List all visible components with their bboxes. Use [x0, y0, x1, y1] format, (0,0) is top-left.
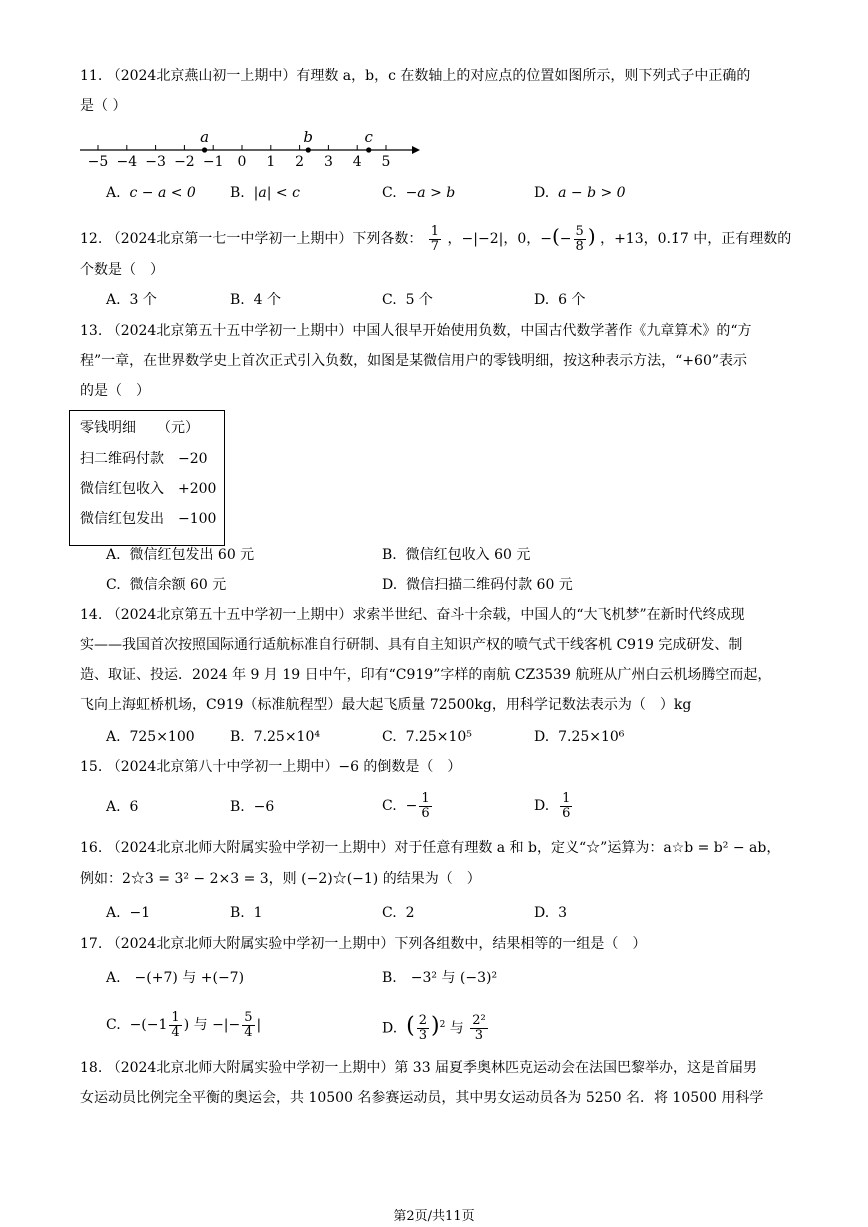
- q16-option-d[interactable]: D. 3: [534, 905, 568, 921]
- q17-option-a[interactable]: A. −(+7) 与 +(−7): [106, 970, 245, 986]
- fraction-five-eighths: $\frac{5}{8}$: [575, 223, 584, 254]
- q16-stem-line1: 16. （2024北京北师大附属实验中学初一上期中）对于任意有理数 a 和 b，定义“☆”运算为：a☆b = b² − ab，: [80, 840, 781, 856]
- point-a: [202, 147, 207, 152]
- q11-option-c[interactable]: C. −a > b: [382, 185, 456, 201]
- q15-option-d[interactable]: D. $\frac{1}{6}$: [534, 790, 571, 821]
- number-line-tick-label: 0: [237, 154, 247, 170]
- q15-option-a[interactable]: A. 6: [106, 799, 139, 815]
- q13-stem-line3: 的是（ ）: [80, 383, 150, 399]
- q14-option-a[interactable]: A. 725×100: [106, 729, 195, 745]
- q17-option-c[interactable]: C. −(−1 $\frac{1}{4}$ ) 与 −|− $\frac{5}{4}$ |: [106, 1009, 262, 1040]
- number-line: [76, 124, 421, 172]
- q17-stem: 17. （2024北京北师大附属实验中学初一上期中）下列各组数中，结果相等的一组是（ ）: [80, 936, 647, 952]
- q16-stem-line2: 例如：2☆3 = 3² − 2×3 = 3，则 (−2)☆(−1) 的结果为（ ）: [80, 871, 481, 887]
- q12-stem-line2: 个数是（ ）: [80, 262, 164, 278]
- q18-stem-line2: 女运动员比例完全平衡的奥运会，共 10500 名参赛运动员，其中男女运动员各为 5250 名．将 10500 用科学: [80, 1090, 764, 1106]
- point-b: [306, 147, 311, 152]
- q15-option-b[interactable]: B. −6: [230, 799, 275, 815]
- wallet-row-redpacket-in: 微信红包收入 +200: [80, 481, 217, 497]
- number-line-tick-label: −3: [145, 154, 166, 170]
- q14-option-b[interactable]: B. 7.25×10⁴: [230, 729, 320, 745]
- number-line-tick-label: 5: [381, 154, 391, 170]
- point-label-c: c: [364, 128, 373, 146]
- number-line-tick-label: 4: [352, 154, 362, 170]
- q17-option-b[interactable]: B. −3² 与 (−3)²: [382, 970, 498, 986]
- q11-stem-line2: 是（ ）: [80, 98, 127, 114]
- q14-option-d[interactable]: D. 7.25×10⁶: [534, 729, 625, 745]
- q12-stem-line1: 12. （2024北京第一七一中学初一上期中）下列各数： $\frac{1}{7}$ ，−|−2|，0，−(− $\frac{5}{8}$ ) ，+13，0.1̇7̇ 中，正有理数的: [80, 223, 792, 254]
- fraction-one-seventh: $\frac{1}{7}$: [430, 223, 440, 254]
- point-label-b: b: [303, 128, 314, 146]
- q15-option-c[interactable]: C. − $\frac{1}{6}$: [382, 790, 430, 821]
- q14-stem-line4: 飞向上海虹桥机场，C919（标准航程型）最大起飞质量 72500kg，用科学记数法表示为（ ）kg: [80, 697, 692, 713]
- number-line-tick-label: 2: [295, 154, 305, 170]
- q13-stem-line1: 13. （2024北京第五十五中学初一上期中）中国人很早开始使用负数，中国古代数学著作《九章算术》的“方: [80, 323, 752, 339]
- q15-stem: 15. （2024北京第八十中学初一上期中）−6 的倒数是（ ）: [80, 759, 462, 775]
- q12-option-a[interactable]: A. 3 个: [106, 292, 157, 308]
- number-line-tick-label: 3: [323, 154, 333, 170]
- q16-option-b[interactable]: B. 1: [230, 905, 263, 921]
- q11-option-d[interactable]: D. a − b > 0: [534, 185, 626, 201]
- wallet-row-scan-pay: 扫二维码付款 −20: [80, 451, 208, 467]
- q13-option-b[interactable]: B. 微信红包收入 60 元: [382, 547, 531, 563]
- q13-option-a[interactable]: A. 微信红包发出 60 元: [106, 547, 255, 563]
- number-line-tick-label: −4: [116, 154, 138, 170]
- q11-stem-line1: 11. （2024北京燕山初一上期中）有理数 a，b，c 在数轴上的对应点的位置如图所示，则下列式子中正确的: [80, 68, 751, 84]
- q17-option-d[interactable]: D. ( $\frac{2}{3}$ )$^2$ 与 $\frac{\text{2²}}{3}$: [382, 1013, 486, 1044]
- q13-stem-line2: 程”一章，在世界数学史上首次正式引入负数，如图是某微信用户的零钱明细，按这种表示方法，“+60”表示: [80, 353, 748, 369]
- q13-option-d[interactable]: D. 微信扫描二维码付款 60 元: [382, 577, 573, 593]
- number-line-tick-label: 1: [266, 154, 276, 170]
- q12-option-d[interactable]: D. 6 个: [534, 292, 586, 308]
- q12-option-b[interactable]: B. 4 个: [230, 292, 282, 308]
- q12-option-c[interactable]: C. 5 个: [382, 292, 433, 308]
- number-line-tick-label: −1: [202, 154, 224, 170]
- q16-option-a[interactable]: A. −1: [106, 905, 151, 921]
- q13-option-c[interactable]: C. 微信余额 60 元: [106, 577, 227, 593]
- point-c: [366, 147, 371, 152]
- q11-option-b[interactable]: B. |a| < c: [230, 185, 300, 201]
- q11-option-a[interactable]: A. c − a < 0: [106, 185, 196, 201]
- page-footer: 第2页/共11页: [393, 1209, 475, 1224]
- q14-stem-line2: 实——我国首次按照国际通行适航标准自行研制、具有自主知识产权的喷气式干线客机 C919 完成研发、制: [80, 637, 743, 653]
- q16-option-c[interactable]: C. 2: [382, 905, 415, 921]
- wallet-header: 零钱明细 （元）: [80, 420, 199, 436]
- wallet-details-box: [69, 410, 225, 546]
- q14-stem-line1: 14. （2024北京第五十五中学初一上期中）求索半世纪、奋斗十余载，中国人的“大飞机梦”在新时代终成现: [80, 607, 745, 623]
- q18-stem-line1: 18. （2024北京北师大附属实验中学初一上期中）第 33 届夏季奥林匹克运动会在法国巴黎举办，这是首届男: [80, 1060, 758, 1076]
- wallet-row-redpacket-out: 微信红包发出 −100: [80, 511, 217, 527]
- number-line-tick-label: −2: [174, 154, 195, 170]
- q14-option-c[interactable]: C. 7.25×10⁵: [382, 729, 472, 745]
- q14-stem-line3: 造、取证、投运．2024 年 9 月 19 日中午，印有“C919”字样的南航 CZ3539 航班从广州白云机场腾空而起，: [80, 667, 772, 683]
- number-line-tick-label: −5: [87, 154, 109, 170]
- point-label-a: a: [200, 128, 210, 146]
